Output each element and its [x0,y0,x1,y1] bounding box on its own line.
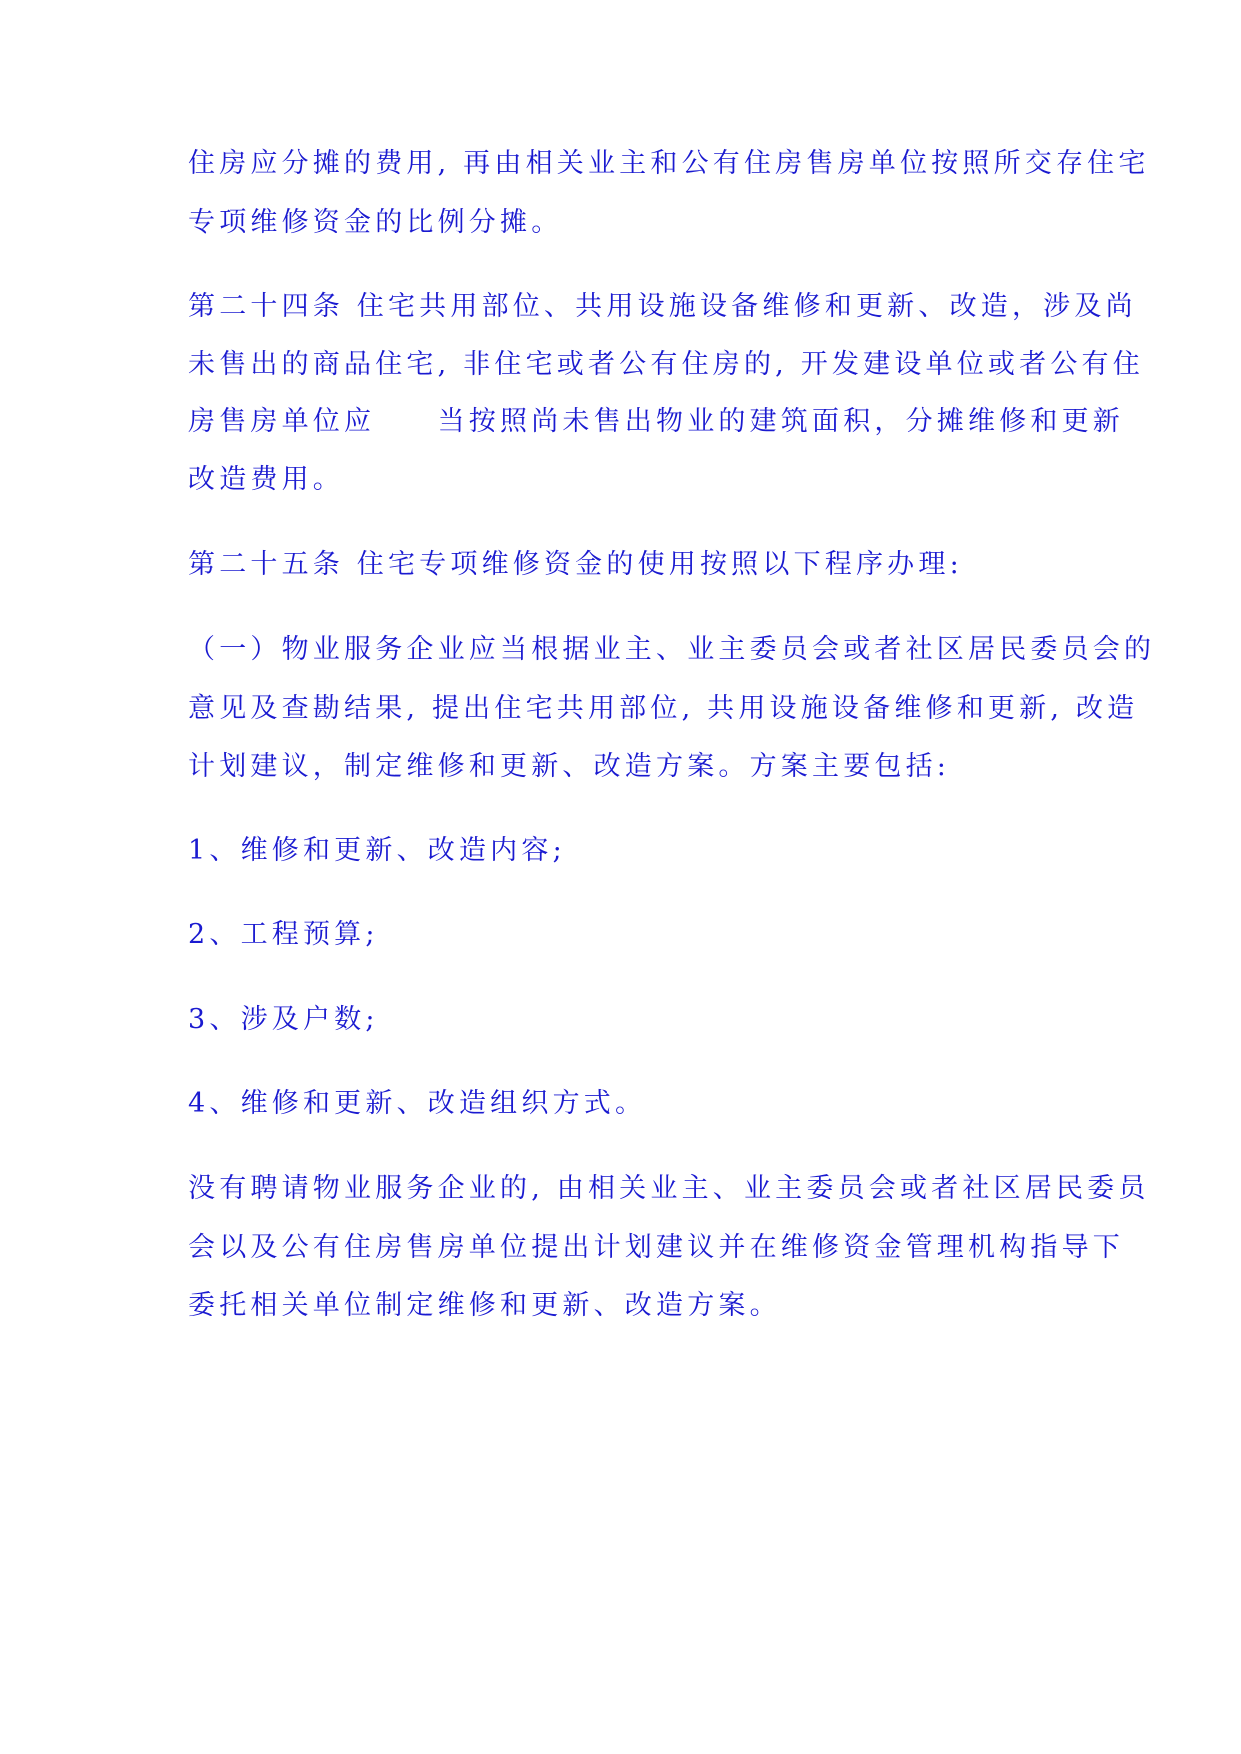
text-line: 会以及公有住房售房单位提出计划建议并在维修资金管理机构指导下 [188,1232,1124,1263]
text-line: 房售房单位应 当按照尚未售出物业的建筑面积，分摊维修和更新 [188,406,1124,437]
article-24-heading: 第二十四条 住宅共用部位、共用设施设备维修和更新、改造，涉及尚 [188,291,1137,322]
text-line: 意见及查勘结果, 提出住宅共用部位, 共用设施设备维修和更新, 改造 [188,693,1139,724]
text-line: 改造费用。 [188,464,344,495]
article-25-heading: 第二十五条 住宅专项维修资金的使用按照以下程序办理: [188,549,963,580]
text-line: 专项维修资金的比例分摊。 [188,207,563,238]
text-line: 没有聘请物业服务企业的, 由相关业主、业主委员会或者社区居民委员 [188,1173,1150,1204]
list-item: 2、工程预算; [188,919,379,950]
list-item: 4、维修和更新、改造组织方式。 [188,1088,647,1119]
list-item: 3、涉及户数; [188,1004,379,1035]
text-line: 委托相关单位制定维修和更新、改造方案。 [188,1290,781,1321]
text-line: （一）物业服务企业应当根据业主、业主委员会或者社区居民委员会的 [188,634,1156,665]
text-line: 住房应分摊的费用, 再由相关业主和公有住房售房单位按照所交存住宅 [188,148,1150,179]
text-line: 计划建议，制定维修和更新、改造方案。方案主要包括: [188,751,951,782]
list-item: 1、维修和更新、改造内容; [188,835,566,866]
text-line: 未售出的商品住宅, 非住宅或者公有住房的, 开发建设单位或者公有住 [188,349,1144,380]
